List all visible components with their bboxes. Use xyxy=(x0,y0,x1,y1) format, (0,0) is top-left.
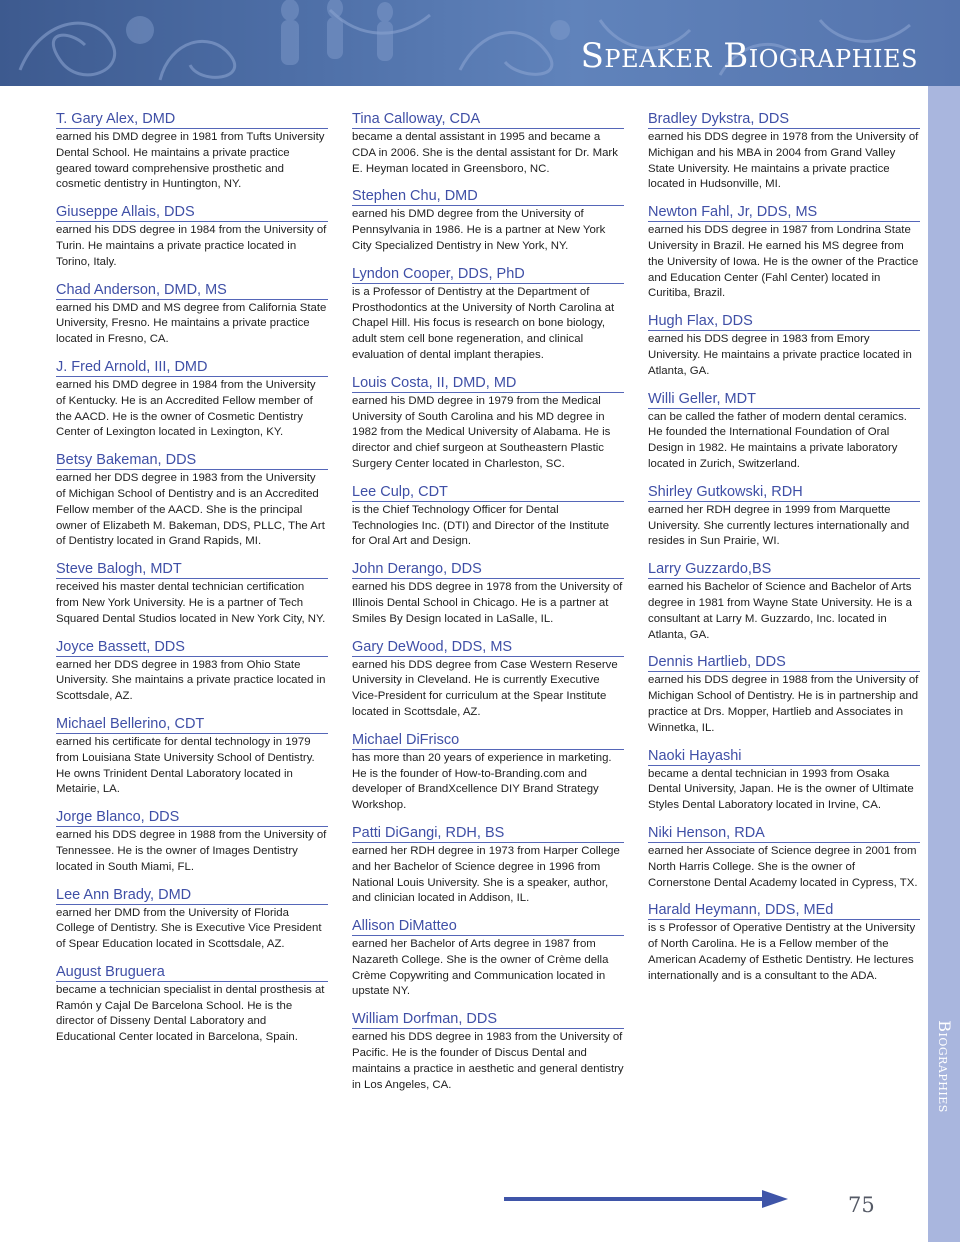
speaker-name: August Bruguera xyxy=(56,964,328,982)
speaker-name: Steve Balogh, MDT xyxy=(56,561,328,579)
speaker-entry xyxy=(648,111,920,193)
speaker-name: John Derango, DDS xyxy=(352,561,624,579)
speaker-bio: earned his DMD degree in 1984 from the University of Kentucky. He is an Accredited Fellow member of the AACD. He is the owner of Cosmetic Dentistry Center of Lexington located in Lexington, KY. xyxy=(56,378,316,439)
speaker-bio: earned his DDS degree in 1978 from the University of Illinois Dental School in Chicago. He is a partner at Smiles By Design located in LaSalle, IL. xyxy=(352,581,623,625)
speaker-name: Larry Guzzardo,BS xyxy=(648,561,920,579)
speaker-name: Lee Culp, CDT xyxy=(352,484,624,502)
speaker-entry xyxy=(648,654,920,736)
side-tab-label: Biographies xyxy=(934,1019,954,1113)
speaker-bio: earned his DDS degree in 1984 from the University of Turin. He maintains a private practice located in Torino, Italy. xyxy=(56,224,327,268)
speaker-entry xyxy=(648,825,920,891)
speaker-bio: earned his DDS degree in 1978 from the University of Michigan and his MBA in 2004 from Grand Valley State University. He maintains a private practice located in Hudsonville, MI. xyxy=(648,131,919,191)
speaker-entry xyxy=(56,452,328,550)
speaker-entry xyxy=(352,484,624,550)
speaker-entry xyxy=(648,561,920,643)
page-title: Speaker Biographies xyxy=(580,36,918,76)
speaker-bio: received his master dental technician certification from New York University. He is a partner of Tech Squared Dental Studios located in New York City, NY. xyxy=(56,581,326,625)
speaker-bio: is the Chief Technology Officer for Dental Technologies Inc. (DTI) and Director of the Institute for Oral Art and Design. xyxy=(352,503,610,548)
speaker-name: Newton Fahl, Jr, DDS, MS xyxy=(648,204,920,222)
speaker-bio: earned her DDS degree in 1983 from the University of Michigan School of Dentistry and is an Accredited Fellow member of the AACD. She is the principal owner of Elizabeth M. Bakeman, DDS, PLLC, The Art of Dentistry located in Grand Rapids, MI. xyxy=(56,472,325,548)
speaker-bio: earned her DMD from the University of Florida College of Dentistry. She is Executive Vice President of Spear Education located in Scottsdale, AZ. xyxy=(56,906,322,951)
speaker-name: Betsy Bakeman, DDS xyxy=(56,452,328,470)
speaker-bio: earned his DMD and MS degree from California State University, Fresno. He maintains a private practice located in Fresno, CA. xyxy=(56,301,327,346)
speaker-entry xyxy=(352,561,624,627)
speaker-name: Gary DeWood, DDS, MS xyxy=(352,639,624,657)
speaker-name: J. Fred Arnold, III, DMD xyxy=(56,359,328,377)
speaker-name: Lee Ann Brady, DMD xyxy=(56,887,328,905)
speaker-entry xyxy=(352,266,624,364)
speaker-entry xyxy=(56,964,328,1046)
speaker-bio: earned his DMD degree from the University of Pennsylvania in 1986. He is a partner at New York City Specialized Dentistry in New York, NY. xyxy=(352,208,606,252)
speaker-name: Harald Heymann, DDS, MEd xyxy=(648,902,920,920)
speaker-entry xyxy=(648,391,920,473)
speaker-bio: earned his DDS degree in 1988 from the University of Tennessee. He is the owner of Images Dentistry located in South Miami, FL. xyxy=(56,829,327,873)
speaker-bio: is s Professor of Operative Dentistry at the University of North Carolina. He is a Fellow member of the American Academy of Esthetic Dentistry. He lectures internationally and is a consultant to the ADA. xyxy=(648,922,916,982)
header-banner xyxy=(0,0,960,86)
speaker-entry xyxy=(56,282,328,348)
speaker-bio: became a technician specialist in dental prosthesis at Ramón y Cajal De Barcelona School. He is the director of Disseny Dental Laboratory and Educational Center located in Barcelona, Spain. xyxy=(56,983,325,1044)
speaker-entry xyxy=(352,918,624,1000)
speaker-bio: earned her RDH degree in 1999 from Marquette University. She currently lectures internationally and resides in Sun Prairie, WI. xyxy=(648,503,910,548)
speaker-name: Chad Anderson, DMD, MS xyxy=(56,282,328,300)
speaker-name: William Dorfman, DDS xyxy=(352,1011,624,1029)
speaker-name: Willi Geller, MDT xyxy=(648,391,920,409)
speaker-entry xyxy=(352,732,624,814)
speaker-bio: earned her Bachelor of Arts degree in 1987 from Nazareth College. She is the owner of Crème della Crème Copywriting and Communication located in upstate NY. xyxy=(352,938,609,998)
speaker-name: Allison DiMatteo xyxy=(352,918,624,936)
speaker-bio: has more than 20 years of experience in marketing. He is the founder of How-to-Branding.com and developer of BrandXcellence DIY Brand Strategy Workshop. xyxy=(352,751,612,812)
speaker-entry xyxy=(56,809,328,875)
speaker-entry xyxy=(56,359,328,441)
speaker-name: Shirley Gutkowski, RDH xyxy=(648,484,920,502)
speaker-name: Michael Bellerino, CDT xyxy=(56,716,328,734)
speaker-bio: earned his DDS degree in 1988 from the University of Michigan School of Dentistry. He is in partnership and practice at Drs. Mopper, Hartlieb and Associates in Winnetka, IL. xyxy=(648,674,919,734)
speaker-entry xyxy=(648,204,920,302)
speaker-entry xyxy=(648,902,920,984)
speaker-name: Michael DiFrisco xyxy=(352,732,624,750)
speaker-bio: earned his DMD degree in 1979 from the Medical University of South Carolina and his MD degree in 1982 from the Medical University of Alabama. He is director and chief surgeon at Southeastern Plastic Surgery Center located in Charleston, SC. xyxy=(352,394,611,470)
speaker-name: Stephen Chu, DMD xyxy=(352,188,624,206)
footer-arrow-graphic xyxy=(504,1188,794,1210)
speaker-name: Patti DiGangi, RDH, BS xyxy=(352,825,624,843)
speaker-bio: earned his DDS degree in 1983 from Emory University. He maintains a private practice located in Atlanta, GA. xyxy=(648,333,912,377)
speaker-name: Hugh Flax, DDS xyxy=(648,313,920,331)
speaker-entry xyxy=(56,111,328,193)
speaker-name: Tina Calloway, CDA xyxy=(352,111,624,129)
speaker-name: T. Gary Alex, DMD xyxy=(56,111,328,129)
speaker-entry xyxy=(56,561,328,627)
speaker-bio: earned his DDS degree from Case Western Reserve University in Cleveland. He is currently Executive Vice-President for curriculum at the Spear Institute located in Scottsdale, AZ. xyxy=(352,658,618,718)
column-2 xyxy=(352,111,624,1104)
speaker-entry xyxy=(352,188,624,254)
column-3 xyxy=(648,111,920,995)
speaker-entry xyxy=(648,748,920,814)
speaker-entry xyxy=(56,887,328,953)
speaker-bio: earned her RDH degree in 1973 from Harper College and her Bachelor of Science degree in 1996 from National Louis University. She is a speaker, author, and clinician located in Addison, IL. xyxy=(352,844,620,905)
speaker-bio: earned her Associate of Science degree in 2001 from North Harris College. She is the owner of Cornerstone Dental Academy located in Cypress, TX. xyxy=(648,844,918,889)
speaker-name: Giuseppe Allais, DDS xyxy=(56,204,328,222)
speaker-name: Joyce Bassett, DDS xyxy=(56,639,328,657)
speaker-name: Niki Henson, RDA xyxy=(648,825,920,843)
speaker-bio: earned his DDS degree in 1987 from Londrina State University in Brazil. He earned his MS degree from the University of Iowa. He is the owner of the Practice and Education Center (Fahl Center) located in Curitiba, Brazil. xyxy=(648,224,919,300)
speaker-bio: earned his DDS degree in 1983 from the University of Pacific. He is the founder of Discus Dental and maintains a practice in aesthetic and general dentistry in Los Angeles, CA. xyxy=(352,1031,624,1091)
speaker-bio: earned his DMD degree in 1981 from Tufts University Dental School. He maintains a private practice geared toward comprehensive prosthetic and cosmetic dentistry in Huntington, NY. xyxy=(56,131,325,191)
speaker-name: Jorge Blanco, DDS xyxy=(56,809,328,827)
speaker-entry xyxy=(648,313,920,379)
speaker-name: Dennis Hartlieb, DDS xyxy=(648,654,920,672)
speaker-name: Lyndon Cooper, DDS, PhD xyxy=(352,266,624,284)
speaker-bio: became a dental assistant in 1995 and became a CDA in 2006. She is the dental assistant for Dr. Mark E. Heyman located in Greensboro, NC. xyxy=(352,131,618,175)
speaker-entry xyxy=(56,639,328,705)
speaker-entry xyxy=(352,111,624,177)
speaker-entry xyxy=(648,484,920,550)
speaker-bio: earned his Bachelor of Science and Bachelor of Arts degree in 1981 from Wayne State University. He is a consultant at Larry M. Guzzardo, Inc. located in Atlanta, GA. xyxy=(648,581,913,641)
column-1 xyxy=(56,111,328,1057)
speaker-entry xyxy=(352,639,624,721)
speaker-bio: can be called the father of modern dental ceramics. He founded the International Foundation of Oral Design in 1982. He maintains a private laboratory located in Zurich, Switzerland. xyxy=(648,410,907,470)
speaker-bio: earned her DDS degree in 1983 from Ohio State University. She maintains a private practice located in Scottsdale, AZ. xyxy=(56,658,326,703)
speaker-bio: is a Professor of Dentistry at the Department of Prosthodontics at the University of North Carolina at Chapel Hill. His focus is research on bone biology, adult stem cell bone regeneration, and clinical evaluation of dental implant therapies. xyxy=(352,285,615,361)
speaker-entry xyxy=(352,825,624,907)
side-tab-label-container xyxy=(928,1016,960,1116)
speaker-bio: became a dental technician in 1993 from Osaka Dental University, Japan. He is the owner of Ultimate Styles Dental Laboratory located in Irvine, CA. xyxy=(648,767,914,812)
speaker-entry xyxy=(352,375,624,473)
speaker-name: Naoki Hayashi xyxy=(648,748,920,766)
speaker-entry xyxy=(352,1011,624,1093)
speaker-entry xyxy=(56,716,328,798)
speaker-name: Bradley Dykstra, DDS xyxy=(648,111,920,129)
biography-columns xyxy=(0,111,928,1121)
page-number: 75 xyxy=(848,1193,875,1217)
speaker-entry xyxy=(56,204,328,270)
speaker-bio: earned his certificate for dental technology in 1979 from Louisiana State University School of Dentistry. He owns Trinident Dental Laboratory located in Metairie, LA. xyxy=(56,735,315,796)
speaker-name: Louis Costa, II, DMD, MD xyxy=(352,375,624,393)
